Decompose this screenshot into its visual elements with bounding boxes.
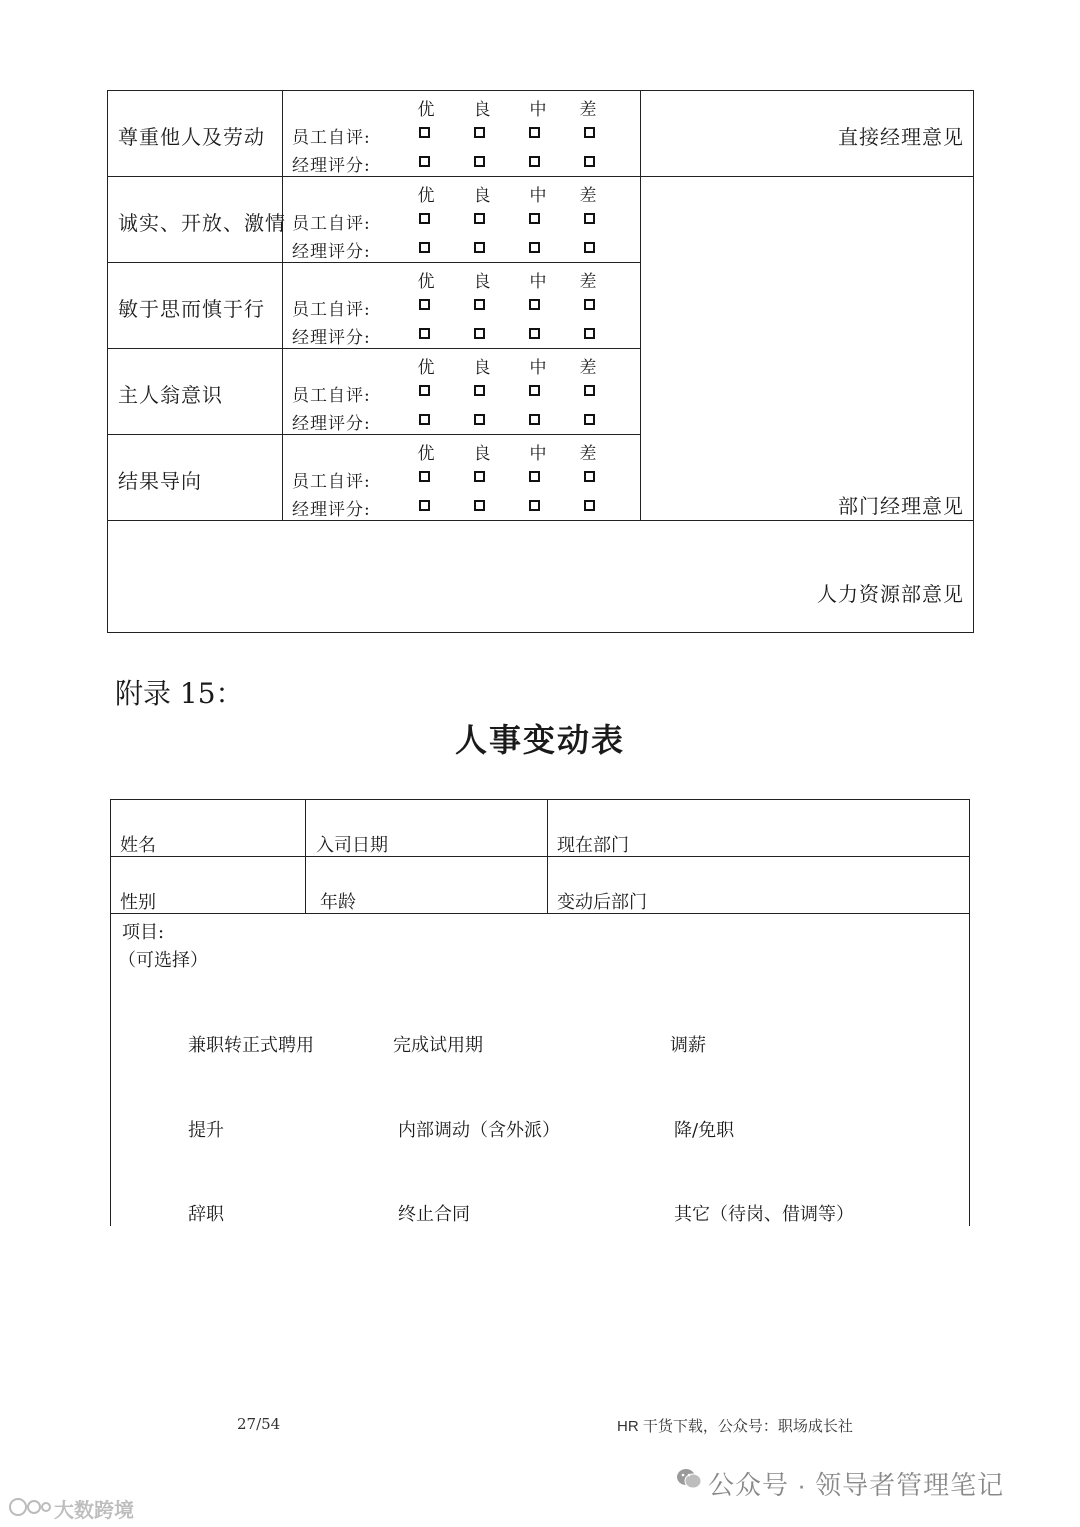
grade-label: 差	[579, 186, 597, 206]
criterion-label: 敏于思而慎于行	[118, 297, 265, 321]
checkbox[interactable]	[584, 127, 595, 138]
checkbox[interactable]	[584, 385, 595, 396]
checkbox[interactable]	[474, 328, 485, 339]
grade-label: 良	[473, 100, 491, 120]
checkbox[interactable]	[474, 299, 485, 310]
manager-score-label: 经理评分:	[292, 414, 371, 434]
grade-label: 优	[417, 186, 435, 206]
criterion-label: 结果导向	[118, 469, 202, 493]
grade-label: 良	[473, 272, 491, 292]
checkbox[interactable]	[584, 156, 595, 167]
optional-note: （可选择）	[118, 950, 208, 971]
name-field-label: 姓名	[120, 835, 156, 856]
form-border	[110, 799, 970, 800]
checkbox[interactable]	[474, 414, 485, 425]
checkbox[interactable]	[584, 242, 595, 253]
criterion-label: 尊重他人及劳动	[118, 125, 265, 149]
option-item[interactable]: 其它（待岗、借调等）	[674, 1204, 854, 1225]
criterion-label: 主人翁意识	[118, 383, 223, 407]
checkbox[interactable]	[584, 299, 595, 310]
option-item[interactable]: 内部调动（含外派）	[398, 1120, 560, 1141]
checkbox[interactable]	[529, 414, 540, 425]
checkbox[interactable]	[419, 213, 430, 224]
criterion-label: 诚实、开放、激情	[118, 211, 286, 235]
grade-label: 良	[473, 186, 491, 206]
checkbox[interactable]	[419, 414, 430, 425]
manager-score-label: 经理评分:	[292, 328, 371, 348]
form-border	[110, 799, 111, 1226]
grade-label: 中	[529, 100, 547, 120]
form-border	[969, 799, 970, 1226]
hr-opinion: 人力资源部意见	[817, 582, 964, 606]
direct-manager-opinion: 直接经理意见	[838, 125, 964, 149]
grade-label: 优	[417, 444, 435, 464]
option-item[interactable]: 兼职转正式聘用	[188, 1035, 314, 1056]
page-title: 人事变动表	[454, 721, 625, 759]
checkbox[interactable]	[584, 500, 595, 511]
checkbox[interactable]	[419, 471, 430, 482]
checkbox[interactable]	[529, 127, 540, 138]
new-dept-label: 变动后部门	[557, 892, 647, 913]
employee-self-label: 员工自评:	[292, 386, 371, 406]
option-item[interactable]: 终止合同	[398, 1204, 470, 1225]
checkbox[interactable]	[529, 156, 540, 167]
checkbox[interactable]	[474, 156, 485, 167]
checkbox[interactable]	[584, 328, 595, 339]
checkbox[interactable]	[419, 156, 430, 167]
option-item[interactable]: 完成试用期	[393, 1035, 483, 1056]
employee-self-label: 员工自评:	[292, 472, 371, 492]
grade-label: 差	[579, 444, 597, 464]
checkbox[interactable]	[584, 414, 595, 425]
grade-label: 差	[579, 100, 597, 120]
checkbox[interactable]	[419, 299, 430, 310]
col-divider	[282, 90, 283, 520]
items-label: 项目:	[122, 922, 165, 943]
age-label: 年龄	[320, 892, 356, 913]
checkbox[interactable]	[529, 213, 540, 224]
checkbox[interactable]	[474, 471, 485, 482]
checkbox[interactable]	[419, 328, 430, 339]
grade-label: 中	[529, 358, 547, 378]
grade-label: 中	[529, 272, 547, 292]
form-border	[110, 856, 970, 857]
grade-label: 差	[579, 272, 597, 292]
footer-source: HR 干货下载，公众号：职场成长社	[617, 1418, 853, 1435]
form-border	[110, 913, 970, 914]
row-divider	[107, 434, 640, 435]
checkbox[interactable]	[529, 299, 540, 310]
grade-label: 差	[579, 358, 597, 378]
current-dept-label: 现在部门	[557, 835, 629, 856]
checkbox[interactable]	[474, 213, 485, 224]
corner-watermark: 大数跨境	[54, 1500, 134, 1522]
checkbox[interactable]	[419, 385, 430, 396]
dept-manager-opinion: 部门经理意见	[838, 494, 964, 518]
join-date-label: 入司日期	[316, 835, 388, 856]
checkbox[interactable]	[419, 500, 430, 511]
grade-label: 优	[417, 358, 435, 378]
grade-label: 优	[417, 100, 435, 120]
grade-label: 中	[529, 186, 547, 206]
checkbox[interactable]	[474, 127, 485, 138]
grade-label: 良	[473, 444, 491, 464]
appendix-heading: 附录 15：	[115, 677, 244, 710]
manager-score-label: 经理评分:	[292, 500, 371, 520]
row-divider	[107, 262, 640, 263]
checkbox[interactable]	[474, 242, 485, 253]
col-divider	[640, 90, 641, 520]
checkbox[interactable]	[529, 242, 540, 253]
row-divider	[107, 520, 974, 521]
option-item[interactable]: 提升	[188, 1120, 224, 1141]
checkbox[interactable]	[529, 500, 540, 511]
manager-score-label: 经理评分:	[292, 156, 371, 176]
checkbox[interactable]	[419, 242, 430, 253]
row-divider	[640, 176, 974, 177]
gender-label: 性别	[120, 892, 156, 913]
grade-label: 优	[417, 272, 435, 292]
row-divider	[107, 176, 640, 177]
option-item[interactable]: 辞职	[188, 1204, 224, 1225]
row-divider	[107, 348, 640, 349]
form-border	[547, 799, 548, 913]
wechat-icon	[676, 1467, 702, 1491]
grade-label: 中	[529, 444, 547, 464]
grade-label: 良	[473, 358, 491, 378]
manager-score-label: 经理评分:	[292, 242, 371, 262]
checkbox[interactable]	[529, 385, 540, 396]
checkbox[interactable]	[529, 328, 540, 339]
checkbox[interactable]	[474, 500, 485, 511]
employee-self-label: 员工自评:	[292, 128, 371, 148]
option-item[interactable]: 降/免职	[674, 1120, 735, 1141]
checkbox[interactable]	[419, 127, 430, 138]
logo-icon	[8, 1495, 52, 1519]
checkbox[interactable]	[584, 471, 595, 482]
checkbox[interactable]	[474, 385, 485, 396]
checkbox[interactable]	[584, 213, 595, 224]
employee-self-label: 员工自评:	[292, 300, 371, 320]
form-border	[305, 799, 306, 913]
checkbox[interactable]	[529, 471, 540, 482]
option-item[interactable]: 调薪	[670, 1035, 706, 1056]
wechat-watermark: 公众号 · 领导者管理笔记	[708, 1470, 1005, 1500]
page-number: 27/54	[237, 1415, 281, 1433]
employee-self-label: 员工自评:	[292, 214, 371, 234]
